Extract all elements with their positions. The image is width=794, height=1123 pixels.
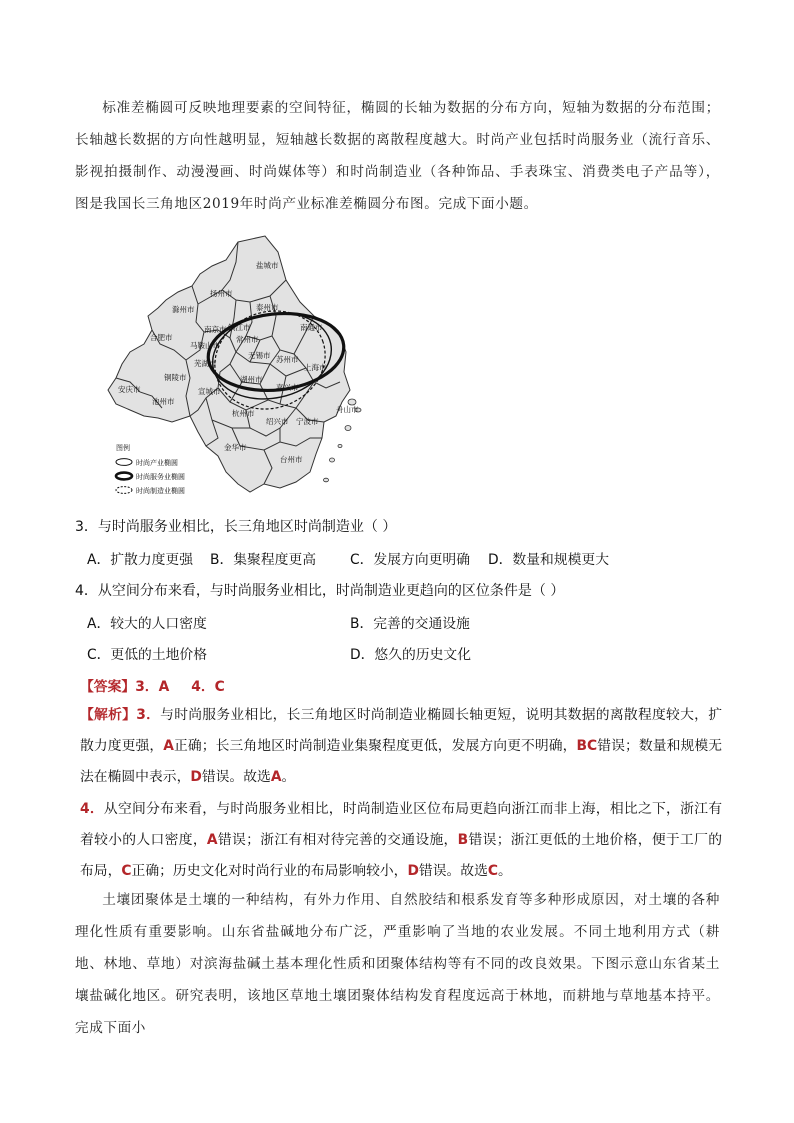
city-label: 上海市 [304, 363, 327, 372]
analysis-key: BC [576, 738, 598, 754]
city-label: 台州市 [280, 455, 303, 464]
city-label: 湖州市 [240, 375, 263, 384]
yangtze-delta-map [100, 232, 370, 498]
q4-option-c: C．更低的土地价格 [87, 647, 208, 663]
city-label: 安庆市 [118, 385, 141, 394]
question-4-stem: 4．从空间分布来看，与时尚服务业相比，时尚制造业更趋向的区位条件是（ ） [75, 583, 565, 599]
analysis-text: 。 [498, 863, 512, 879]
analysis-text: 错误；数量和规模无法在椭圆中表示， [80, 738, 723, 785]
q4-option-a: A．较大的人口密度 [87, 616, 207, 632]
analysis-text: 与时尚服务业相比，长三角地区时尚制造业椭圆长轴更短，说明其数据的离散程度较大，扩散力度更强， [80, 707, 723, 754]
city-label: 盐城市 [256, 261, 279, 270]
legend-item-service: 时尚服务业椭圆 [136, 473, 185, 481]
city-label: 舟山市 [336, 405, 359, 414]
answer-line [80, 675, 225, 695]
q4-option-b: B．完善的交通设施 [350, 616, 470, 632]
city-label: 南通市 [300, 323, 323, 332]
analysis-q3 [80, 700, 722, 793]
city-label: 杭州市 [232, 409, 255, 418]
analysis-text: 错误；浙江有相对待完善的交通设施， [217, 832, 458, 848]
analysis-key: D [407, 863, 419, 879]
q3-option-a: A．扩散力度更强 [87, 552, 194, 568]
analysis-q4-number: 4． [80, 801, 104, 817]
answer-label: 【答案】 [80, 679, 136, 695]
map-legend [116, 443, 185, 495]
analysis-key: A [163, 738, 174, 754]
analysis-text: 。 [281, 769, 296, 785]
q3-option-c: C．发展方向更明确 [350, 552, 471, 568]
intro-paragraph: 标准差椭圆可反映地理要素的空间特征，椭圆的长轴为数据的分布方向，短轴为数据的分布范围；长轴越长数据的方向性越明显，短轴越长数据的离散程度越大。时尚产业包括时尚服务业（流行音乐、影视拍摄制作、动漫漫画、时尚媒体等）和时尚制造业（各种饰品、手表珠宝、消费类电子产品等），图是我国长三角地区2019年时尚产业标准差椭圆分布图。完成下面小题。 [75, 100, 720, 212]
analysis-text: 错误。故选 [418, 863, 488, 879]
q3-option-b: B．集聚程度更高 [210, 552, 317, 568]
q4-option-d: D．悠久的历史文化 [350, 647, 471, 663]
question-3-stem: 3．与时尚服务业相比，长三角地区时尚制造业（ ） [75, 519, 397, 535]
city-label: 池州市 [152, 397, 175, 406]
analysis-key: A [270, 769, 282, 785]
city-label: 扬州市 [210, 289, 233, 298]
legend-item-manufacturing: 时尚制造业椭圆 [136, 487, 185, 495]
city-label: 无锡市 [248, 351, 271, 360]
analysis-text: 正确；历史文化对时尚行业的布局影响较小， [131, 863, 408, 879]
city-label: 嘉兴市 [276, 383, 299, 392]
city-label: 芜湖市 [194, 359, 217, 368]
city-label: 宁波市 [296, 417, 319, 426]
next-passage-paragraph: 土壤团聚体是土壤的一种结构，有外力作用、自然胶结和根系发育等多种形成原因，对土壤的各种理化性质有重要影响。山东省盐碱地分布广泛，严重影响了当地的农业发展。不同土地利用方式（耕地、林地、草地）对滨海盐碱土基本理化性质和团聚体结构等有不同的改良效果。下图示意山东省某土壤盐碱化地区。研究表明，该地区草地土壤团聚体结构发育程度远高于林地，而耕地与草地基本持平。完成下面小 [75, 892, 720, 1036]
analysis-key: A [206, 832, 218, 848]
analysis-text: 错误；浙江更低的土地价格，便于工厂的布局， [80, 832, 723, 879]
city-label: 常州市 [236, 335, 259, 344]
city-label: 镇江市 [228, 323, 251, 332]
analysis-key: C [121, 863, 132, 879]
city-label: 金华市 [224, 443, 247, 452]
analysis-label: 【解析】 [80, 707, 137, 723]
answer-4: 4．C [191, 679, 225, 695]
analysis-text: 错误。故选 [201, 769, 271, 785]
analysis-q3-number: 3． [136, 707, 161, 723]
analysis-text: 正确；长三角地区时尚制造业集聚程度更低，发展方向更不明确， [173, 738, 577, 754]
city-label: 铜陵市 [164, 373, 187, 382]
analysis-key: C [487, 863, 499, 879]
city-label: 马鞍山市 [190, 341, 220, 350]
city-label: 合肥市 [150, 333, 173, 342]
answer-3: 3．A [135, 679, 170, 695]
city-label: 滁州市 [172, 305, 195, 314]
analysis-q4 [80, 794, 722, 887]
city-label: 苏州市 [276, 355, 299, 364]
legend-item-industry: 时尚产业椭圆 [136, 459, 178, 467]
city-label: 泰州市 [256, 303, 279, 312]
analysis-key: B [457, 832, 469, 848]
city-label: 宣城市 [198, 387, 221, 396]
analysis-key: D [190, 769, 202, 785]
legend-title: 图例 [116, 444, 130, 452]
analysis-text: 从空间分布来看，与时尚服务业相比，时尚制造业区位布局更趋向浙江而非上海，相比之下，浙江有着较小的人口密度， [80, 801, 723, 848]
city-label: 南京市 [204, 325, 227, 334]
q3-option-d: D．数量和规模更大 [488, 552, 609, 568]
city-label: 绍兴市 [266, 417, 289, 426]
